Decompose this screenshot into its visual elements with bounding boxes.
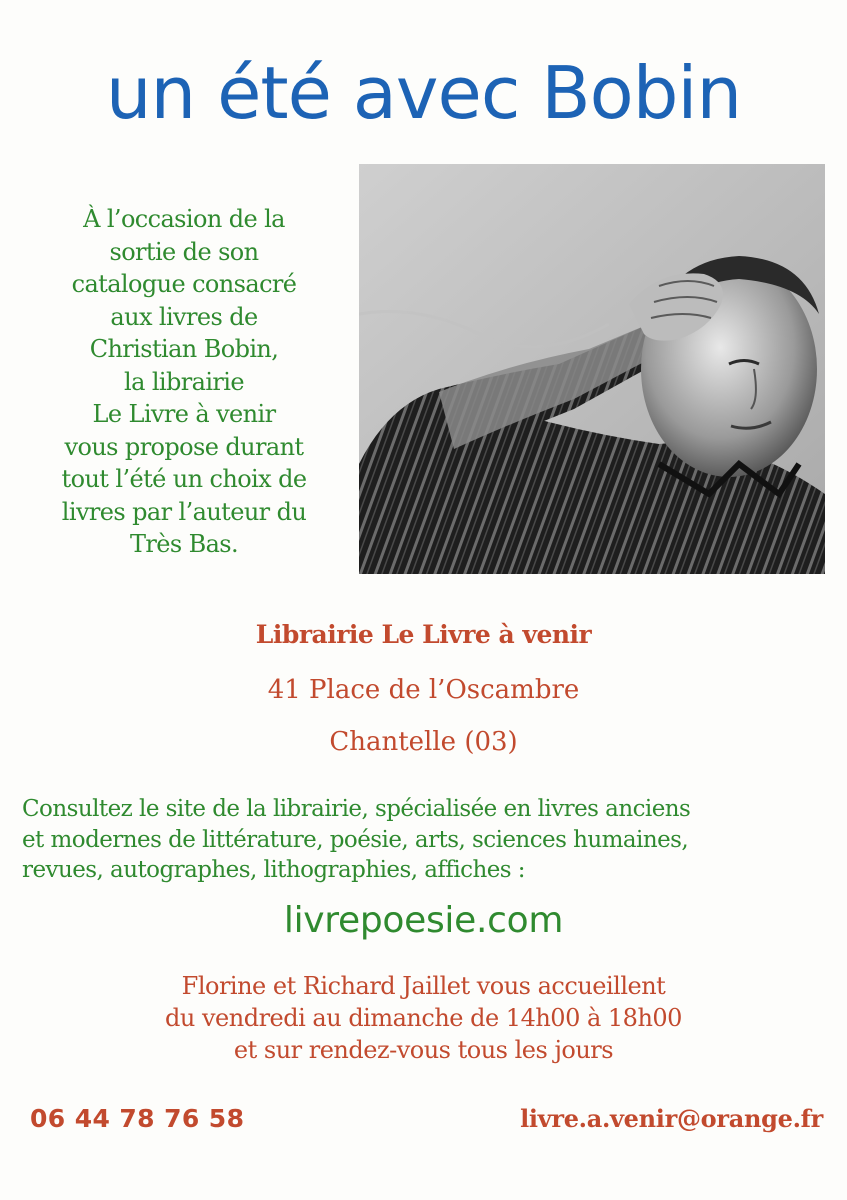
intro-line: tout l’été un choix de [61,465,307,493]
bookshop-address-city: Chantelle (03) [329,727,518,757]
hours-line: et sur rendez-vous tous les jours [233,1036,614,1064]
consult-line: revues, autographes, lithographies, affiches : [22,857,526,883]
intro-paragraph [18,203,350,561]
consult-line: et modernes de littérature, poésie, arts, sciences humaines, [22,826,689,853]
consult-paragraph [22,794,842,886]
bookshop-address-street: 41 Place de l’Oscambre [267,675,580,705]
poster-title: un été avec Bobin [105,51,742,135]
hours-line: du vendredi au dimanche de 14h00 à 18h00 [165,1004,682,1032]
intro-line: Très Bas. [129,530,239,558]
author-portrait-photo [359,164,825,574]
intro-line: À l’occasion de la [83,205,285,233]
intro-line: aux livres de [110,302,258,331]
intro-line: Christian Bobin, [89,335,279,363]
intro-line: catalogue consacré [71,270,297,298]
email-address[interactable]: livre.a.venir@orange.fr [520,1104,823,1133]
hours-line: Florine et Richard Jaillet vous accueillent [181,972,666,1000]
bookshop-name: Librairie Le Livre à venir [255,620,592,649]
intro-line: sortie de son [109,237,259,266]
consult-line: Consultez le site de la librairie, spécialisée en livres anciens [22,796,691,822]
phone-number[interactable]: 06 44 78 76 58 [30,1104,245,1133]
intro-line: Le Livre à venir [92,400,276,428]
portrait-illustration [359,164,825,574]
intro-line: la librairie [124,367,244,396]
intro-line: vous propose durant [64,432,304,461]
intro-line: livres par l’auteur du [61,497,307,526]
opening-hours [0,970,847,1066]
website-link[interactable]: livrepoesie.com [283,900,564,941]
